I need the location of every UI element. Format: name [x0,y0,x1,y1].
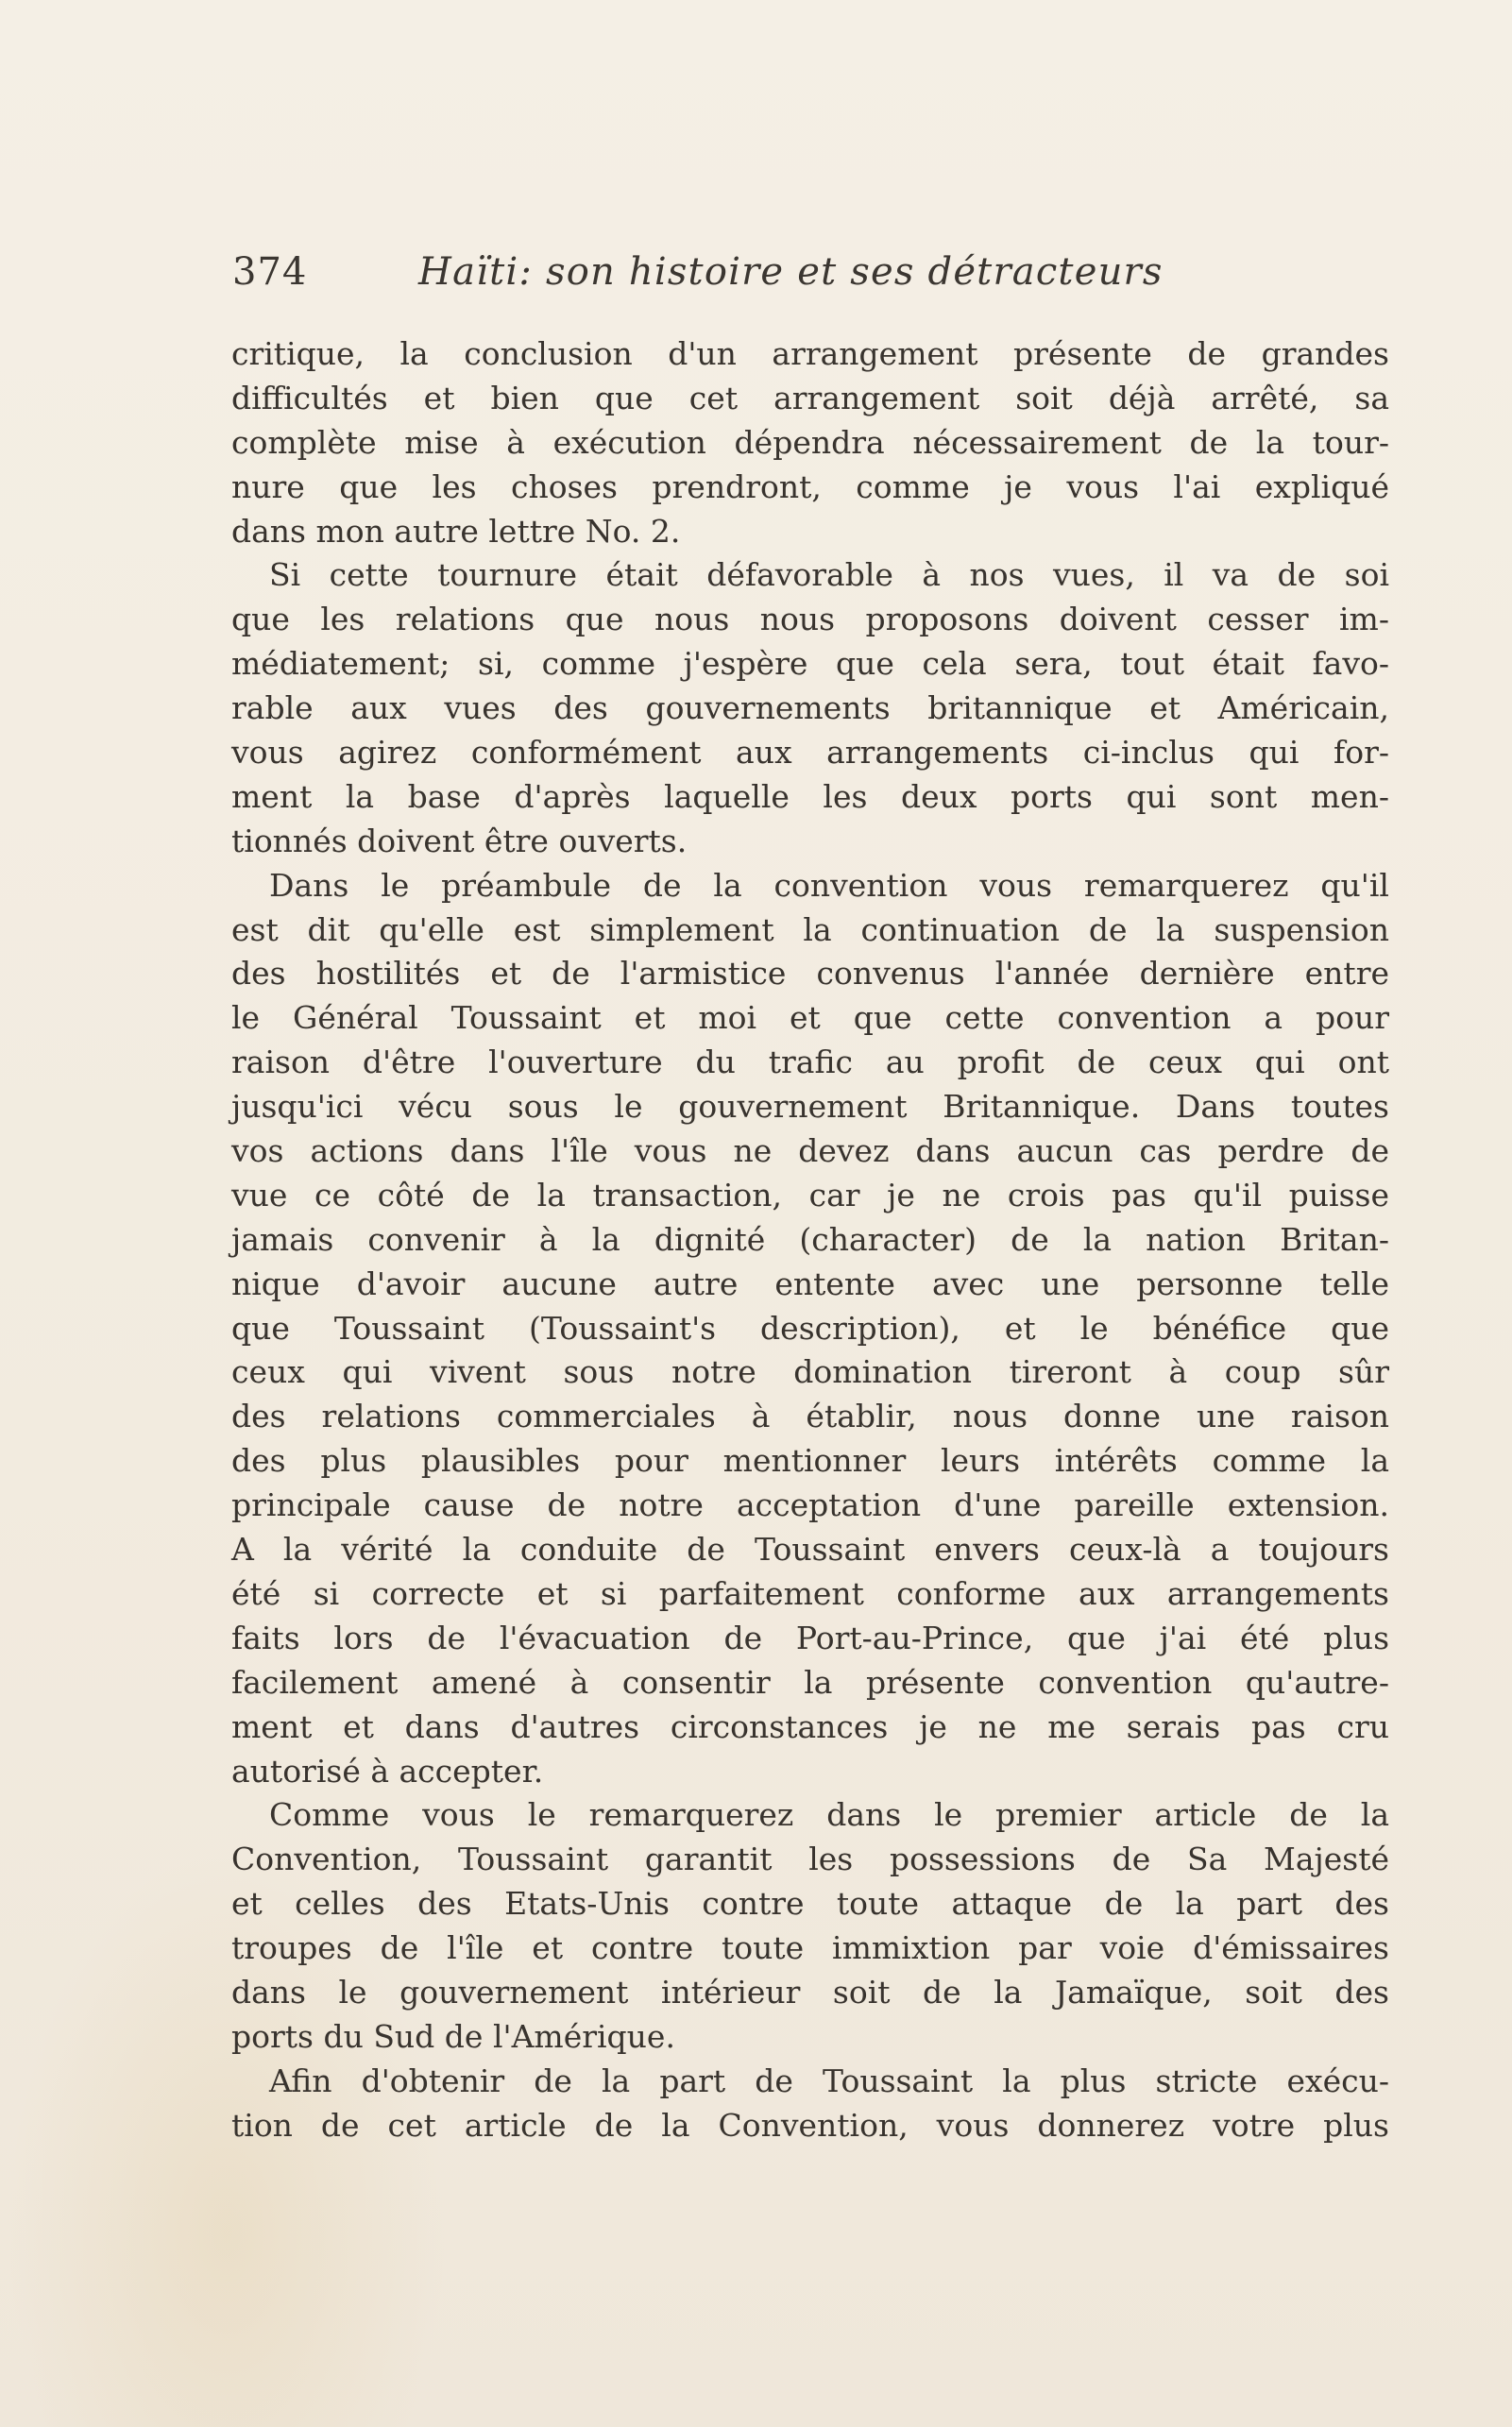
text-line: vue ce côté de la transaction, car je ne crois pas qu'il puisse [231,1176,1389,1214]
text-line: vos actions dans l'île vous ne devez dans aucun cas perdre de [231,1132,1389,1170]
text-line: Convention, Toussaint garantit les possessions de Sa Majesté [231,1841,1389,1878]
text-line: critique, la conclusion d'un arrangement présente de grandes [231,335,1389,372]
paragraph-tournure [231,553,1389,863]
text-line: médiatement; si, comme j'espère que cela sera, tout était favo- [231,645,1389,683]
running-head [232,247,1394,297]
text-line: facilement amené à consentir la présente convention qu'autre- [231,1663,1389,1701]
text-line: autorisé à accepter. [231,1752,544,1790]
text-line: raison d'être l'ouverture du trafic au profit de ceux qui ont [231,1044,1389,1081]
paragraph-premier-article [231,1793,1389,2059]
text-line: est dit qu'elle est simplement la continuation de la suspension [231,910,1389,948]
text-line: Dans le préambule de la convention vous remarquerez qu'il [269,866,1389,904]
text-line: dans mon autre lettre No. 2. [231,512,681,550]
text-line: vous agirez conformément aux arrangements ci-inclus qui for- [231,734,1389,772]
text-line: Comme vous le remarquerez dans le premier article de la [269,1796,1389,1834]
page-number: 374 [232,250,308,294]
text-line: des relations commerciales à établir, nous donne une raison [231,1398,1389,1435]
text-line: que les relations que nous nous proposons doivent cesser im- [231,601,1389,638]
paragraph-afin [231,2060,1389,2148]
text-line: que Toussaint (Toussaint's description), et le bénéfice que [231,1309,1389,1347]
text-line: des hostilités et de l'armistice convenus l'année dernière entre [231,955,1389,993]
text-line: Afin d'obtenir de la part de Toussaint la plus stricte exécu- [269,2062,1389,2099]
text-line: ment la base d'après laquelle les deux ports qui sont men- [231,777,1389,815]
text-line: ports du Sud de l'Amérique. [231,2017,675,2055]
text-line: nure que les choses prendront, comme je vous l'ai expliqué [231,467,1389,505]
text-line: ment et dans d'autres circonstances je ne me serais pas cru [231,1707,1389,1745]
text-line: tion de cet article de la Convention, vous donnerez votre plus [231,2106,1389,2144]
text-line: jusqu'ici vécu sous le gouvernement Britannique. Dans toutes [231,1088,1389,1126]
text-line: tionnés doivent être ouverts. [231,822,688,859]
text-line: nique d'avoir aucune autre entente avec une personne telle [231,1264,1389,1302]
text-line: A la vérité la conduite de Toussaint envers ceux-là a toujours [231,1531,1389,1569]
text-line: jamais convenir à la dignité (character) de la nation Britan- [231,1220,1389,1258]
text-line: le Général Toussaint et moi et que cette convention a pour [231,999,1389,1037]
paragraph-continuation [231,332,1389,553]
text-line: Si cette tournure était défavorable à nos vues, il va de soi [269,556,1389,594]
text-line: ceux qui vivent sous notre domination tireront à coup sûr [231,1353,1389,1391]
text-line: principale cause de notre acceptation d'une pareille extension. [231,1486,1389,1524]
body-text [231,332,1389,2148]
text-line: difficultés et bien que cet arrangement soit déjà arrêté, sa [231,379,1389,416]
text-line: été si correcte et si parfaitement conforme aux arrangements [231,1574,1389,1612]
text-line: dans le gouvernement intérieur soit de la Jamaïque, soit des [231,1973,1389,2011]
text-line: et celles des Etats-Unis contre toute attaque de la part des [231,1885,1389,1923]
text-line: rable aux vues des gouvernements britannique et Américain, [231,689,1389,727]
running-title: Haïti: son histoire et ses détracteurs [418,250,1164,294]
text-line: troupes de l'île et contre toute immixtion par voie d'émissaires [231,1929,1389,1967]
text-line: des plus plausibles pour mentionner leurs intérêts comme la [231,1442,1389,1480]
text-line: faits lors de l'évacuation de Port-au-Prince, que j'ai été plus [231,1619,1389,1656]
paragraph-preambule [231,864,1389,1794]
text-line: complète mise à exécution dépendra nécessairement de la tour- [231,423,1389,461]
